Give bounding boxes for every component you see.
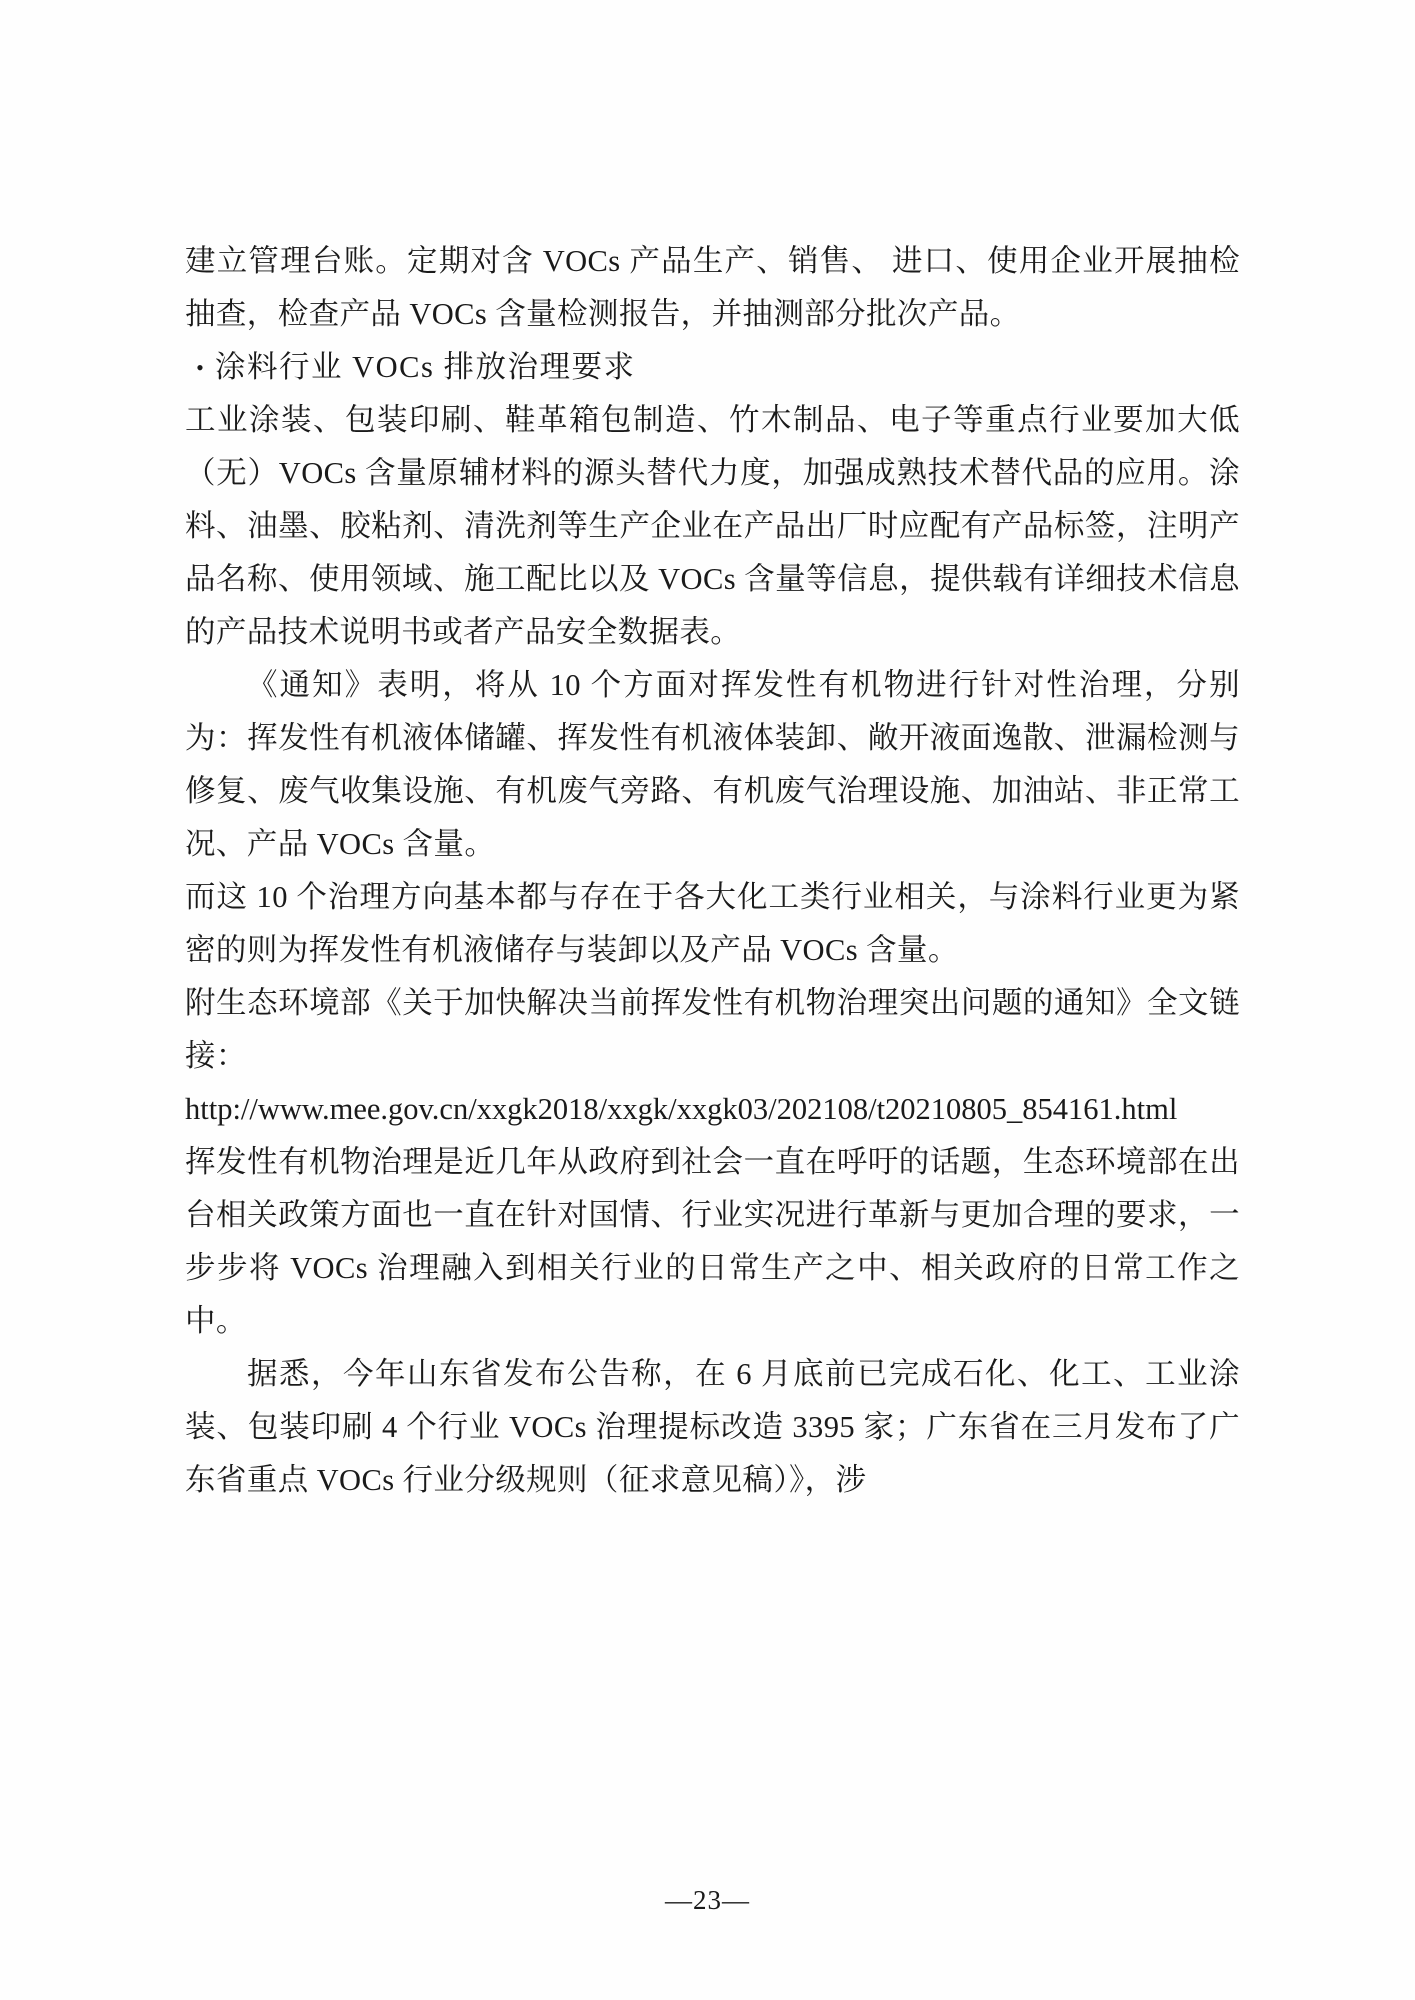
paragraph-7: 据悉，今年山东省发布公告称，在 6 月底前已完成石化、化工、工业涂装、包装印刷 4 个行业 VOCs 治理提标改造 3395 家；广东省在三月发布了广东省重点 VOCs 行业分级规则（征求意见稿）》，涉 [185,1357,1240,1497]
source-url[interactable]: http://www.mee.gov.cn/xxgk2018/xxgk/xxgk03/202108/t20210805_854161.html [185,1092,1178,1126]
bullet-item-1 [185,341,1240,394]
paragraph-1: 建立管理台账。定期对含 VOCs 产品生产、销售、 进口、使用企业开展抽检抽查，检查产品 VOCs 含量检测报告，并抽测部分批次产品。 [185,244,1240,331]
bullet-dot-icon: • [196,355,204,380]
page-number: —23— [665,1885,750,1915]
paragraph-3: 《通知》表明，将从 10 个方面对挥发性有机物进行针对性治理，分别为：挥发性有机液体储罐、挥发性有机液体装卸、敞开液面逸散、泄漏检测与修复、废气收集设施、有机废气旁路、有机废气治理设施、加油站、非正常工况、产品 VOCs 含量。 [185,668,1240,861]
paragraph-4: 而这 10 个治理方向基本都与存在于各大化工类行业相关，与涂料行业更为紧密的则为挥发性有机液储存与装卸以及产品 VOCs 含量。 [185,880,1240,967]
paragraph-5: 附生态环境部《关于加快解决当前挥发性有机物治理突出问题的通知》全文链接： [185,986,1240,1073]
paragraph-6: 挥发性有机物治理是近几年从政府到社会一直在呼吁的话题，生态环境部在出台相关政策方面也一直在针对国情、行业实况进行革新与更加合理的要求，一步步将 VOCs 治理融入到相关行业的日常生产之中、相关政府的日常工作之中。 [185,1145,1240,1338]
page-body [185,235,1240,1507]
bullet-item-1-label: 涂料行业 VOCs 排放治理要求 [215,350,636,384]
paragraph-2: 工业涂装、包装印刷、鞋革箱包制造、竹木制品、电子等重点行业要加大低（无）VOCs 含量原辅材料的源头替代力度，加强成熟技术替代品的应用。涂料、油墨、胶粘剂、清洗剂等生产企业在产品出厂时应配有产品标签，注明产品名称、使用领域、施工配比以及 VOCs 含量等信息，提供载有详细技术信息的产品技术说明书或者产品安全数据表。 [185,403,1240,649]
